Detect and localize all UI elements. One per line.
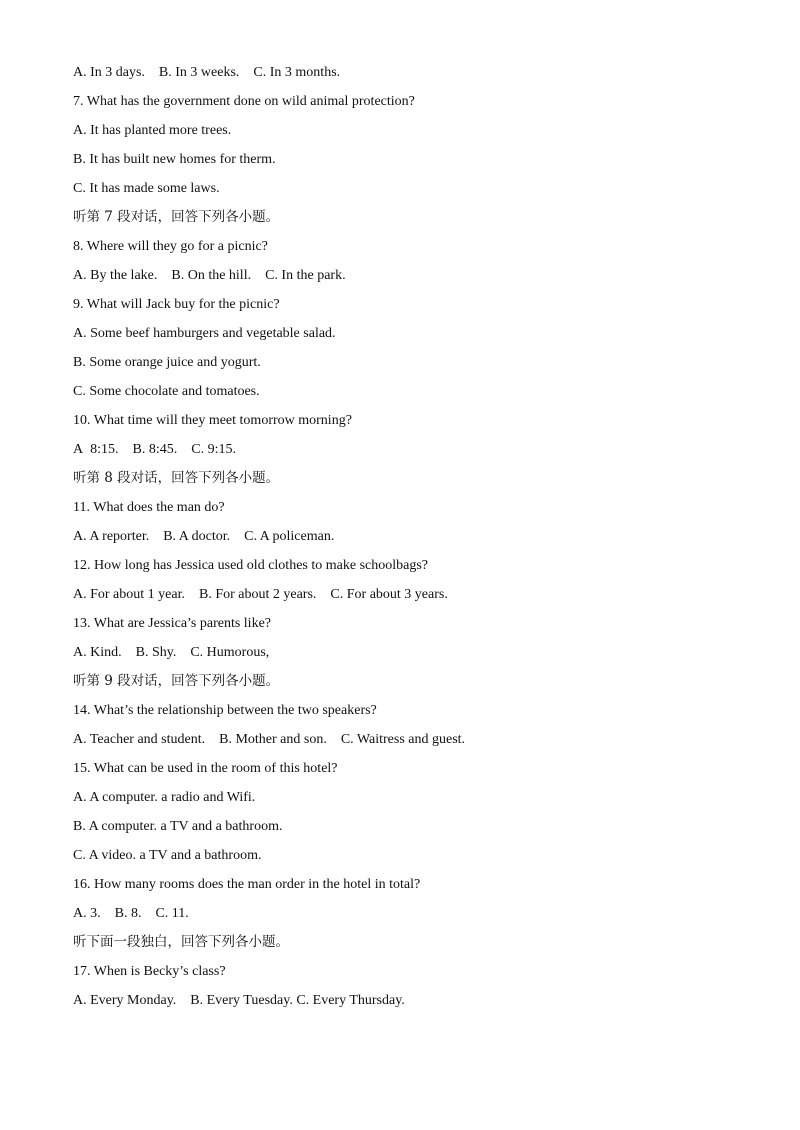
option-9c: C. Some chocolate and tomatoes. [73,384,260,399]
question-10: 10. What time will they meet tomorrow morning? [73,413,352,428]
question-13: 13. What are Jessica’s parents like? [73,616,272,631]
question-15: 15. What can be used in the room of this hotel? [73,761,338,776]
option-7c: C. It has made some laws. [73,181,220,196]
question-16: 16. How many rooms does the man order in the hotel in total? [73,877,421,892]
question-11: 11. What does the man do? [73,500,225,515]
section-instruction-7: 听第 7 段对话，回答下列各小题。 [73,209,280,225]
answer-options-q14: A. Teacher and student. B. Mother and son. C. Waitress and guest. [73,732,466,747]
answer-options-q10: A 8:15. B. 8:45. C. 9:15. [73,442,236,457]
section-instruction-9: 听第 9 段对话，回答下列各小题。 [73,673,280,689]
question-14: 14. What’s the relationship between the two speakers? [73,703,377,718]
option-7b: B. It has built new homes for therm. [73,152,276,167]
answer-options-q6: A. In 3 days. B. In 3 weeks. C. In 3 months. [73,65,341,80]
option-15c: C. A video. a TV and a bathroom. [73,848,262,863]
question-9: 9. What will Jack buy for the picnic? [73,297,280,312]
option-9a: A. Some beef hamburgers and vegetable salad. [73,326,336,341]
answer-options-q17: A. Every Monday. B. Every Tuesday. C. Every Thursday. [73,993,405,1008]
option-9b: B. Some orange juice and yogurt. [73,355,261,370]
answer-options-q8: A. By the lake. B. On the hill. C. In the park. [73,268,346,283]
question-7: 7. What has the government done on wild animal protection? [73,94,415,109]
section-instruction-8: 听第 8 段对话，回答下列各小题。 [73,470,280,486]
answer-options-q12: A. For about 1 year. B. For about 2 years. C. For about 3 years. [73,587,448,602]
option-15b: B. A computer. a TV and a bathroom. [73,819,283,834]
section-instruction-monologue: 听下面一段独白，回答下列各小题。 [73,934,289,950]
question-12: 12. How long has Jessica used old clothes to make schoolbags? [73,558,428,573]
option-15a: A. A computer. a radio and Wifi. [73,790,256,805]
option-7a: A. It has planted more trees. [73,123,232,138]
answer-options-q16: A. 3. B. 8. C. 11. [73,906,189,921]
question-17: 17. When is Becky’s class? [73,964,226,979]
question-8: 8. Where will they go for a picnic? [73,239,268,254]
answer-options-q13: A. Kind. B. Shy. C. Humorous, [73,645,270,660]
answer-options-q11: A. A reporter. B. A doctor. C. A policeman. [73,529,335,544]
